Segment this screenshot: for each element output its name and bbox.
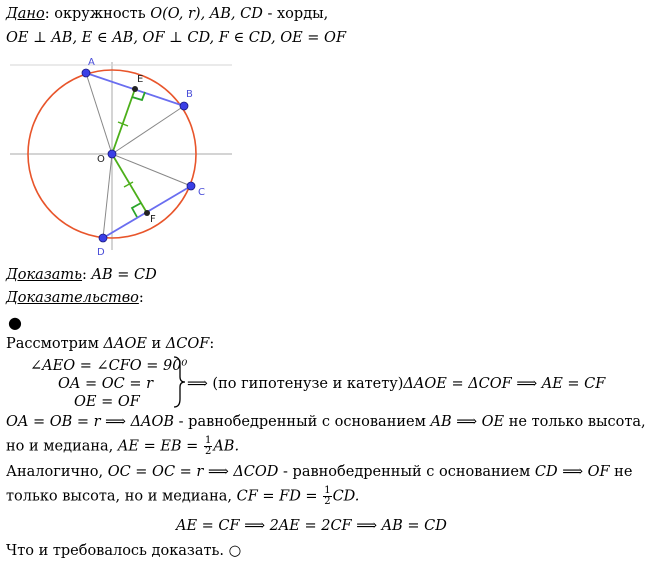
step2-mid: - равнобедренный с основанием [278,464,535,480]
step1-math: OA = OB = r ⟹ ΔAOB [6,414,175,430]
step2b-end: CD. [332,488,360,505]
given-tail: - хорды, [262,6,329,22]
system-reason: (по гипотенузе и катету) [212,376,404,392]
radius-OD [103,154,112,238]
geometry-figure [0,0,600,270]
point-D [99,234,107,242]
step2-tail: не [609,464,633,480]
system-result [187,375,605,393]
given-line-2: OE ⊥ AB, E ∈ AB, OF ⊥ CD, F ∈ CD, OE = OF [6,30,346,46]
point-A [82,69,90,77]
given-circle: O(O, r), AB, CD [150,6,263,22]
system-eq: ΔAOE = ΔCOF ⟹ AE = CF [403,376,606,392]
consider-and: и [146,336,166,352]
system-arrow: ⟹ [187,376,213,392]
step1-text: - равнобедренный с основанием [174,414,431,430]
right-angle-F [132,203,141,217]
step2-math: OC = OC = r ⟹ ΔCOD [107,464,279,480]
label-B: B [186,89,193,100]
step1-line [6,413,646,431]
step1-base: AB ⟹ OE [430,414,505,430]
label-O: O [97,154,105,165]
consider-tri1: ΔAOE [103,336,147,352]
radius-OA [86,73,112,154]
proof-heading: Доказательство: [6,290,144,306]
step2b-num: 1 [324,485,331,496]
prove-statement: AB = CD [91,267,157,283]
step1b-line [6,436,239,457]
step1b-fraction [204,436,212,457]
label-E: E [137,74,144,85]
step2-line [6,463,632,481]
step2b-text: только высота, но и медиана, [6,488,237,505]
point-B [180,102,188,110]
step1b-math: AE = EB = [117,438,203,455]
consider-tri2: ΔCOF [165,336,210,352]
step2-text: Аналогично, [6,464,108,480]
step2b-fraction [323,486,331,507]
step1b-den: 2 [204,446,212,457]
step1-tail: не только высота, [504,414,646,430]
prove-line: Доказать: AB = CD [6,267,157,283]
consider-line [6,335,214,353]
given-label: Дано [6,6,45,22]
step2b-line [6,486,359,507]
right-brace [172,355,186,409]
step1b-text: но и медиана, [6,438,118,455]
system-row-1: ∠AEO = ∠CFO = 90⁰ [30,358,188,374]
step2b-den: 2 [324,496,331,507]
segment-OE [112,89,135,154]
step1b-end: AB. [213,438,240,455]
label-F: F [150,214,156,225]
point-E [132,86,138,92]
system-row-2: OA = OC = r [58,376,154,392]
point-C [187,182,195,190]
bullet: ● [8,313,22,332]
system-row-3: OE = OF [74,394,140,410]
label-A: A [88,57,95,68]
consider-colon: : [209,336,215,352]
prove-label: Доказать [6,267,83,283]
point-O [108,150,116,158]
step2-base: CD ⟹ OF [534,464,610,480]
step2b-math: CF = FD = [236,488,323,505]
label-C: C [198,187,205,198]
proof-label: Доказательство [6,290,139,306]
qed-line: Что и требовалось доказать. ○ [6,543,242,559]
given-text: : окружность [44,6,151,22]
label-D: D [97,247,105,258]
consider-prefix: Рассмотрим [6,336,104,352]
conclusion: AE = CF ⟹ 2AE = 2CF ⟹ AB = CD [176,518,447,534]
radius-OC [112,154,191,186]
step1b-num: 1 [204,435,212,446]
radius-OB [112,106,184,154]
